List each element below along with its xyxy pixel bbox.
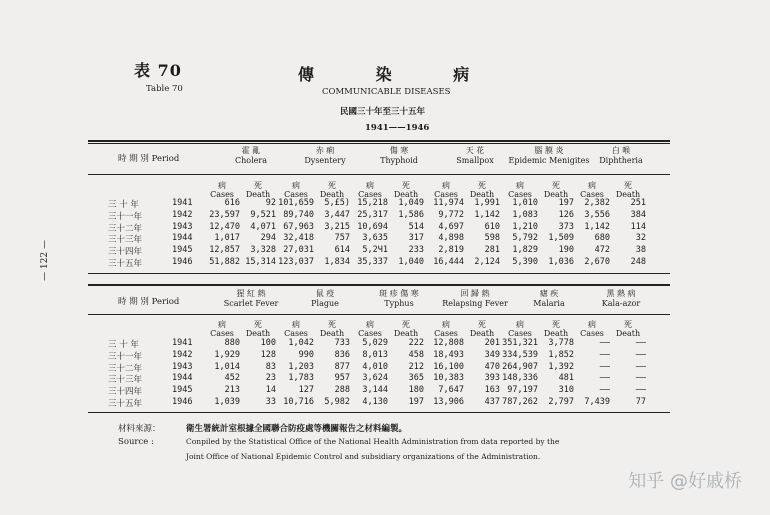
table-cell: 393 xyxy=(484,373,500,384)
table-cell: 2,670 xyxy=(584,257,610,267)
table-cell: 2,382 xyxy=(584,198,610,208)
table-cell: 1,042 xyxy=(288,338,314,348)
death-label-cn: 死 xyxy=(478,181,486,190)
table-cell: —— xyxy=(599,373,610,384)
row-period-cn: 三 十 年 xyxy=(108,200,139,210)
row-period-cn: 三十五年 xyxy=(108,259,143,269)
table-cell: 384 xyxy=(630,209,646,220)
cases-label-cn: 病 xyxy=(218,320,226,329)
period-label-en: Period xyxy=(151,154,180,164)
row-period-cn: 三十三年 xyxy=(108,235,143,246)
table-cell: 1,929 xyxy=(214,349,240,360)
table-cell: 67,963 xyxy=(283,221,314,232)
table-cell: 437 xyxy=(484,397,500,407)
column-header-en: Cholera xyxy=(235,156,267,165)
source-text-en-1: Conpiled by the Statistical Office of the National Health Administration from data reported by the xyxy=(186,437,560,446)
death-label-en: Death xyxy=(543,190,569,199)
table-cell: 16,100 xyxy=(433,361,464,372)
table-cell: 89,740 xyxy=(283,209,314,220)
table-cell: —— xyxy=(599,385,610,396)
table-cell: 470 xyxy=(484,361,500,372)
death-label-cn: 死 xyxy=(402,181,410,190)
row-period-cn: 三十五年 xyxy=(108,399,143,409)
table-cell: 957 xyxy=(334,373,350,384)
table-cell: 3,328 xyxy=(250,245,276,256)
table-cell: 126 xyxy=(558,209,574,220)
table-cell: 23 xyxy=(265,373,276,384)
table-cell: 1,083 xyxy=(512,209,538,220)
row-period-cn: 三十四年 xyxy=(108,247,143,258)
row-year: 1941 xyxy=(172,198,193,208)
table-cell: 3,215 xyxy=(324,221,350,232)
death-label-en: Death xyxy=(245,190,271,199)
cases-label-en: Cases xyxy=(210,329,234,338)
cases-label-cn: 病 xyxy=(588,181,596,190)
table-cell: 310 xyxy=(558,385,574,396)
table-cell: 197 xyxy=(558,198,574,208)
table-cell: 201 xyxy=(484,338,500,348)
table-cell: 1,040 xyxy=(398,257,424,267)
table-cell: 127 xyxy=(298,385,314,396)
cases-label-en: Cases xyxy=(580,190,604,199)
column-header-en: Malaria xyxy=(533,299,565,308)
table-cell: 4,898 xyxy=(438,233,464,244)
table-cell: 3,624 xyxy=(362,373,388,384)
table-cell: 2,819 xyxy=(438,245,464,256)
column-header-en: Diphtheria xyxy=(599,156,643,165)
table-cell: 97,197 xyxy=(507,385,538,396)
table-cell: 1,203 xyxy=(288,361,314,372)
table-cell: 472 xyxy=(594,245,610,256)
table-cell: 10,383 xyxy=(433,373,464,384)
death-label-en: Death xyxy=(319,329,345,338)
table-cell: 33 xyxy=(265,397,276,407)
table-cell: 1,010 xyxy=(512,198,538,208)
table-cell: 197 xyxy=(408,397,424,407)
table-cell: 787,262 xyxy=(502,397,538,407)
cases-label-cn: 病 xyxy=(442,181,450,190)
row-year: 1942 xyxy=(172,349,193,360)
table-cell: 610 xyxy=(484,221,500,232)
table-cell: 23,597 xyxy=(209,209,240,220)
cases-label-en: Cases xyxy=(508,190,532,199)
row-year: 1945 xyxy=(172,245,193,256)
table-cell: 32,418 xyxy=(283,233,314,244)
table-cell: 880 xyxy=(224,338,240,348)
cases-label-cn: 病 xyxy=(442,320,450,329)
table-cell: 1,991 xyxy=(474,198,500,208)
table-cell: 12,470 xyxy=(209,221,240,232)
cases-label-en: Cases xyxy=(434,329,458,338)
cases-label-en: Cases xyxy=(508,329,532,338)
table-cell: 180 xyxy=(408,385,424,396)
column-header-cn: 回 歸 熱 xyxy=(460,289,490,298)
table-cell: —— xyxy=(635,385,646,396)
table-cell: 5,390 xyxy=(512,257,538,267)
table-cell: 51,882 xyxy=(209,257,240,267)
source-text-cn: 衛生署統計室根據全國聯合防疫處等機關報告之材料編製。 xyxy=(186,424,408,434)
table-cell: 148,336 xyxy=(502,373,538,384)
row-period-cn: 三十三年 xyxy=(108,375,143,386)
table-cell: 1,834 xyxy=(324,257,350,267)
row-period-cn: 三十一年 xyxy=(108,351,143,362)
cases-label-en: Cases xyxy=(284,190,308,199)
row-period-cn: 三十二年 xyxy=(108,223,143,234)
table-cell: 2,797 xyxy=(548,397,574,407)
table-cell: —— xyxy=(635,361,646,372)
source-label-cn: 材料來源： xyxy=(118,424,161,434)
period-cn: 民國三十年至三十五年 xyxy=(340,107,426,117)
cases-label-cn: 病 xyxy=(292,320,300,329)
table-cell: 365 xyxy=(408,373,424,384)
table-cell: 1,586 xyxy=(398,209,424,220)
row-year: 1944 xyxy=(172,373,193,384)
row-period-cn: 三 十 年 xyxy=(108,340,139,350)
table-cell: 836 xyxy=(334,349,350,360)
table-cell: 11,974 xyxy=(433,198,464,208)
column-header-cn: 腦 膜 炎 xyxy=(534,146,564,155)
cases-label-en: Cases xyxy=(434,190,458,199)
table-cell: 114 xyxy=(630,221,646,232)
table-cell: 123,037 xyxy=(278,257,314,267)
death-label-en: Death xyxy=(615,190,641,199)
table-cell: 1,392 xyxy=(548,361,574,372)
cases-label-en: Cases xyxy=(358,190,382,199)
table-cell: 5,792 xyxy=(512,233,538,244)
table-cell: 349 xyxy=(484,349,500,360)
table-cell: 1,829 xyxy=(512,245,538,256)
title-cn: 傳 染 病 xyxy=(298,65,498,84)
death-label-cn: 死 xyxy=(402,320,410,329)
death-label-cn: 死 xyxy=(624,181,632,190)
table-cell: —— xyxy=(635,338,646,348)
table-cell: 1,036 xyxy=(548,257,574,267)
table-cell: 3,144 xyxy=(362,385,388,396)
table-cell: 8,013 xyxy=(362,349,388,360)
table-cell: 35,337 xyxy=(357,257,388,267)
column-header-cn: 黑 熱 病 xyxy=(606,289,636,298)
table-cell: 1,142 xyxy=(474,209,500,220)
death-label-en: Death xyxy=(319,190,345,199)
death-label-en: Death xyxy=(469,190,495,199)
table-cell: 15,314 xyxy=(245,257,276,267)
column-header-cn: 白 喉 xyxy=(611,146,631,155)
table-cell: 248 xyxy=(630,257,646,267)
column-header-cn: 赤 痢 xyxy=(315,146,335,155)
table-cell: 373 xyxy=(558,221,574,232)
table-cell: 614 xyxy=(334,245,350,256)
source-text-en-2: Joint Office of National Epidemic Control and subsidiary organizations of the Administration. xyxy=(186,452,541,461)
row-year: 1946 xyxy=(172,397,193,407)
column-header-en: Epidemic Menigites xyxy=(508,156,590,165)
table-cell: 1,509 xyxy=(548,233,574,244)
table-cell: 294 xyxy=(260,233,276,244)
table-cell: 2,124 xyxy=(474,257,500,267)
column-header-en: Typhus xyxy=(384,299,414,308)
row-year: 1943 xyxy=(172,221,193,232)
table-cell: 190 xyxy=(558,245,574,256)
table-cell: 4,010 xyxy=(362,361,388,372)
table-cell: 281 xyxy=(484,245,500,256)
column-header-cn: 鼠 疫 xyxy=(315,289,335,298)
column-header-en: Scarlet Fever xyxy=(223,299,279,308)
column-header-cn: 猩 紅 熱 xyxy=(236,289,266,298)
death-label-cn: 死 xyxy=(552,320,560,329)
table-cell: 1,142 xyxy=(584,221,610,232)
row-year: 1942 xyxy=(172,209,193,220)
table-cell: 733 xyxy=(334,338,350,348)
row-year: 1945 xyxy=(172,385,193,396)
column-header-en: Relapsing Fever xyxy=(442,299,508,308)
table-cell: 32 xyxy=(635,233,646,244)
table-cell: 481 xyxy=(558,373,574,384)
table-cell: 3,556 xyxy=(584,209,610,220)
table-cell: 1,014 xyxy=(214,361,240,372)
table-cell: 757 xyxy=(334,233,350,244)
cases-label-cn: 病 xyxy=(366,320,374,329)
table-cell: 317 xyxy=(408,233,424,244)
column-header-cn: 斑 疹 傷 寒 xyxy=(379,289,419,298)
table-cell: 9,521 xyxy=(250,209,276,220)
table-cell: 598 xyxy=(484,233,500,244)
table-cell: 5,£5) xyxy=(324,198,350,208)
table-cell: 77 xyxy=(635,397,646,407)
table-cell: —— xyxy=(635,349,646,360)
period-label-cn: 時 期 別 xyxy=(118,154,149,164)
table-cell: 1,039 xyxy=(214,397,240,407)
column-header-cn: 瘧 疾 xyxy=(539,289,559,298)
table-cell: 1,852 xyxy=(548,349,574,360)
death-label-cn: 死 xyxy=(478,320,486,329)
table-cell: 7,439 xyxy=(584,397,610,407)
table-cell: 1,017 xyxy=(214,233,240,244)
watermark: 知乎 @好戚桥 xyxy=(628,471,742,492)
table-cell: 222 xyxy=(408,338,424,348)
table-cell: —— xyxy=(635,373,646,384)
table-cell: 990 xyxy=(298,349,314,360)
table-cell: 1,210 xyxy=(512,221,538,232)
table-cell: 4,697 xyxy=(438,221,464,232)
table-cell: 27,031 xyxy=(283,245,314,256)
row-year: 1941 xyxy=(172,338,193,348)
table-cell: 212 xyxy=(408,361,424,372)
cases-label-en: Cases xyxy=(284,329,308,338)
table-cell: 1,783 xyxy=(288,373,314,384)
table-cell: 3,635 xyxy=(362,233,388,244)
death-label-en: Death xyxy=(393,190,419,199)
table-cell: 288 xyxy=(334,385,350,396)
table-cell: 680 xyxy=(594,233,610,244)
table-cell: 877 xyxy=(334,361,350,372)
death-label-cn: 死 xyxy=(552,181,560,190)
row-year: 1946 xyxy=(172,257,193,267)
table-cell: —— xyxy=(599,361,610,372)
title-en: COMMUNICABLE DISEASES xyxy=(322,87,451,97)
table-number-cn: 表 70 xyxy=(134,61,182,80)
period-en: 1941——1946 xyxy=(365,123,430,133)
table-cell: 10,694 xyxy=(357,221,388,232)
period-label-en-2: Period xyxy=(151,297,180,307)
table-cell: 10,716 xyxy=(283,397,314,407)
death-label-cn: 死 xyxy=(328,320,336,329)
table-cell: 4,071 xyxy=(250,221,276,232)
table-cell: 13,906 xyxy=(433,397,464,407)
cases-label-cn: 病 xyxy=(516,181,524,190)
table-cell: 251 xyxy=(630,198,646,208)
cases-label-en: Cases xyxy=(580,329,604,338)
death-label-cn: 死 xyxy=(328,181,336,190)
row-period-cn: 三十四年 xyxy=(108,387,143,398)
table-cell: 12,857 xyxy=(209,245,240,256)
period-label-cn-2: 時 期 別 xyxy=(118,297,149,307)
table-cell: —— xyxy=(599,349,610,360)
cases-label-en: Cases xyxy=(358,329,382,338)
table-cell: 100 xyxy=(260,338,276,348)
table-cell: 616 xyxy=(224,198,240,208)
cases-label-cn: 病 xyxy=(292,181,300,190)
table-cell: 18,493 xyxy=(433,349,464,360)
table-number-en: Table 70 xyxy=(146,84,183,94)
table-cell: 4,130 xyxy=(362,397,388,407)
column-header-en: Smallpox xyxy=(456,156,494,165)
death-label-en: Death xyxy=(469,329,495,338)
row-year: 1943 xyxy=(172,361,193,372)
table-cell: 38 xyxy=(635,245,646,256)
table-cell: 213 xyxy=(224,385,240,396)
cases-label-cn: 病 xyxy=(366,181,374,190)
table-cell: 3,778 xyxy=(548,338,574,348)
table-cell: 233 xyxy=(408,245,424,256)
table-cell: 458 xyxy=(408,349,424,360)
table-cell: 83 xyxy=(265,361,276,372)
table-cell: 101,659 xyxy=(278,198,314,208)
cases-label-en: Cases xyxy=(210,190,234,199)
page-number: — 122 — xyxy=(40,240,50,281)
row-period-cn: 三十二年 xyxy=(108,363,143,374)
table-cell: 16,444 xyxy=(433,257,464,267)
table-cell: 334,539 xyxy=(502,349,538,360)
table-cell: 5,982 xyxy=(324,397,350,407)
death-label-en: Death xyxy=(393,329,419,338)
column-header-cn: 霍 亂 xyxy=(241,146,261,155)
column-header-en: Plague xyxy=(311,299,339,308)
table-cell: —— xyxy=(599,338,610,348)
column-header-en: Thyphoid xyxy=(380,156,418,165)
table-cell: 25,317 xyxy=(357,209,388,220)
table-cell: 264,907 xyxy=(502,361,538,372)
row-period-cn: 三十一年 xyxy=(108,211,143,222)
death-label-cn: 死 xyxy=(254,181,262,190)
death-label-en: Death xyxy=(543,329,569,338)
column-header-en: Kala-azor xyxy=(601,299,641,308)
death-label-cn: 死 xyxy=(624,320,632,329)
source-label-en: Source : xyxy=(118,437,154,447)
table-cell: 5,2Ч1 xyxy=(362,245,388,256)
table-cell: 1,049 xyxy=(398,198,424,208)
table-cell: 12,808 xyxy=(433,338,464,348)
table-cell: 15,218 xyxy=(357,198,388,208)
death-label-en: Death xyxy=(615,329,641,338)
column-header-en: Dysentery xyxy=(304,156,346,165)
table-cell: 14 xyxy=(265,385,276,396)
table-cell: 514 xyxy=(408,221,424,232)
table-cell: 92 xyxy=(265,198,276,208)
cases-label-cn: 病 xyxy=(588,320,596,329)
table-cell: 163 xyxy=(484,385,500,396)
death-label-cn: 死 xyxy=(254,320,262,329)
column-header-cn: 傷 寒 xyxy=(389,146,409,155)
column-header-cn: 天 花 xyxy=(465,146,485,155)
table-cell: 5,029 xyxy=(362,338,388,348)
table-cell: 7,647 xyxy=(438,385,464,396)
table-cell: 452 xyxy=(224,373,240,384)
death-label-en: Death xyxy=(245,329,271,338)
cases-label-cn: 病 xyxy=(516,320,524,329)
table-cell: 3,447 xyxy=(324,209,350,220)
cases-label-cn: 病 xyxy=(218,181,226,190)
table-cell: 128 xyxy=(260,349,276,360)
table-cell: 351,321 xyxy=(502,338,538,348)
table-cell: 9,772 xyxy=(438,209,464,220)
row-year: 1944 xyxy=(172,233,193,244)
